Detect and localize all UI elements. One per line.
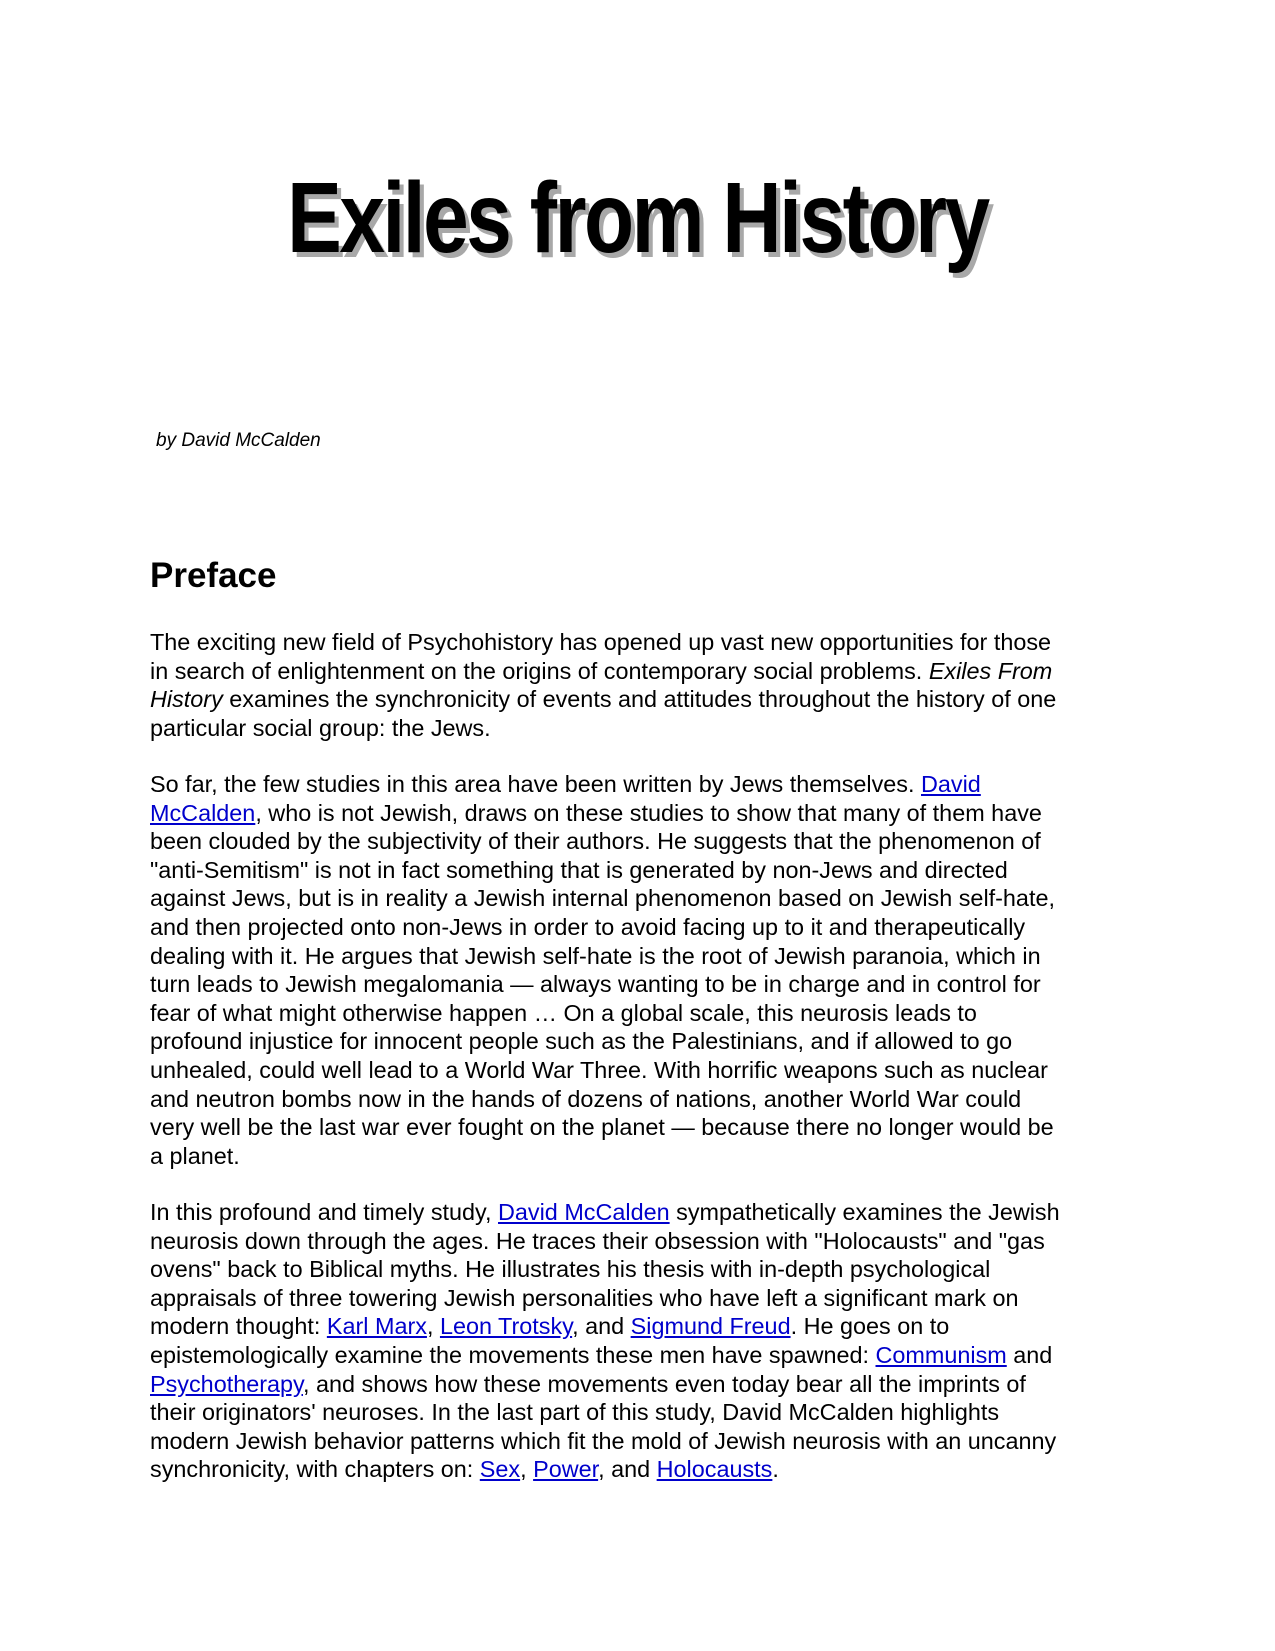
text-line: The exciting new field of Psychohistory has opened up vast new opportunities for those: [150, 629, 1052, 655]
text-line: very well be the last war ever fought on the planet — because there no longer would be: [150, 1114, 1054, 1141]
text-line: dealing with it. He argues that Jewish self-hate is the root of Jewish paranoia, which in: [150, 942, 1041, 969]
text-segment: ,: [426, 1313, 440, 1340]
author-link[interactable]: David: [921, 771, 981, 797]
text-segment: , and: [598, 1456, 657, 1483]
text-line: [150, 770, 1130, 799]
text-line: ovens" back to Biblical myths. He illustrates his thesis with in-depth psychological: [150, 1256, 991, 1283]
communism-link[interactable]: Communism: [875, 1341, 1007, 1368]
text-segment: examines the synchronicity of events and attitudes throughout the history of one: [222, 686, 1057, 713]
text-segment: and: [1006, 1341, 1053, 1368]
karl-marx-link[interactable]: Karl Marx: [326, 1313, 427, 1340]
book-title-italic: Exiles From: [928, 657, 1053, 684]
text-segment: . He goes on to: [790, 1313, 950, 1340]
text-segment: .: [772, 1456, 779, 1483]
text-segment: in search of enlightenment on the origins of contemporary social problems.: [150, 657, 929, 684]
text-line: against Jews, but is in reality a Jewish internal phenomenon based on Jewish self-hate,: [150, 885, 1055, 912]
text-line: unhealed, could well lead to a World War Three. With horrific weapons such as nuclear: [150, 1056, 1048, 1083]
text-line: [150, 1341, 1130, 1370]
leon-trotsky-link[interactable]: Leon Trotsky: [439, 1313, 573, 1340]
text-line: [150, 1312, 1130, 1341]
text-line: particular social group: the Jews.: [150, 714, 491, 741]
text-line: neurosis down through the ages. He traces their obsession with "Holocausts" and "gas: [150, 1227, 1045, 1254]
text-line: [150, 657, 1130, 686]
sigmund-freud-link[interactable]: Sigmund Freud: [630, 1313, 791, 1340]
text-line: [150, 799, 1130, 828]
text-segment: , and: [572, 1313, 631, 1340]
text-line: [150, 685, 1130, 714]
document-title: Exiles from History: [287, 162, 988, 274]
sex-link[interactable]: Sex: [479, 1456, 521, 1483]
preface-paragraph-3: [150, 1198, 1130, 1484]
text-segment: In this profound and timely study,: [150, 1199, 499, 1225]
text-segment: So far, the few studies in this area have been written by Jews themselves.: [150, 771, 921, 797]
text-segment: sympathetically examines the Jewish: [669, 1199, 1060, 1225]
text-line: been clouded by the subjectivity of their authors. He suggests that the phenomenon of: [150, 828, 1041, 855]
text-segment: modern thought:: [150, 1313, 327, 1340]
author-link[interactable]: David McCalden: [498, 1199, 670, 1225]
text-segment: , and shows how these movements even today bear all the imprints of: [303, 1370, 1026, 1397]
text-line: and neutron bombs now in the hands of dozens of nations, another World War could: [150, 1085, 1022, 1112]
book-title-italic: History: [150, 686, 223, 713]
text-line: [150, 1198, 1130, 1227]
power-link[interactable]: Power: [533, 1456, 599, 1483]
text-line: appraisals of three towering Jewish personalities who have left a significant mark on: [150, 1284, 1019, 1311]
text-line: profound injustice for innocent people such as the Palestinians, and if allowed to go: [150, 1028, 1013, 1055]
preface-paragraph-1: [150, 628, 1130, 742]
author-byline: by David McCalden: [156, 430, 321, 451]
text-segment: epistemologically examine the movements these men have spawned:: [150, 1341, 876, 1368]
text-line: "anti-Semitism" is not in fact something that is generated by non-Jews and directed: [150, 856, 1008, 883]
preface-paragraph-2: [150, 770, 1130, 1170]
text-line: modern Jewish behavior patterns which fit the mold of Jewish neurosis with an uncanny: [150, 1427, 1057, 1454]
holocausts-link[interactable]: Holocausts: [656, 1456, 773, 1483]
text-line: their originators' neuroses. In the last part of this study, David McCalden highlights: [150, 1399, 1000, 1426]
text-line: [150, 1455, 1130, 1484]
psychotherapy-link[interactable]: Psychotherapy: [150, 1370, 303, 1397]
author-link[interactable]: McCalden: [150, 799, 256, 826]
section-heading-preface: Preface: [150, 556, 277, 595]
text-line: fear of what might otherwise happen … On a global scale, this neurosis leads to: [150, 999, 977, 1026]
text-segment: , who is not Jewish, draws on these studies to show that many of them have: [255, 799, 1042, 826]
text-line: turn leads to Jewish megalomania — always wanting to be in charge and in control for: [150, 971, 1041, 998]
text-line: and then projected onto non-Jews in order to avoid facing up to it and therapeutically: [150, 913, 1026, 940]
text-line: a planet.: [150, 1142, 240, 1169]
text-segment: synchronicity, with chapters on:: [150, 1456, 480, 1483]
text-segment: ,: [520, 1456, 534, 1483]
text-line: [150, 1370, 1130, 1399]
